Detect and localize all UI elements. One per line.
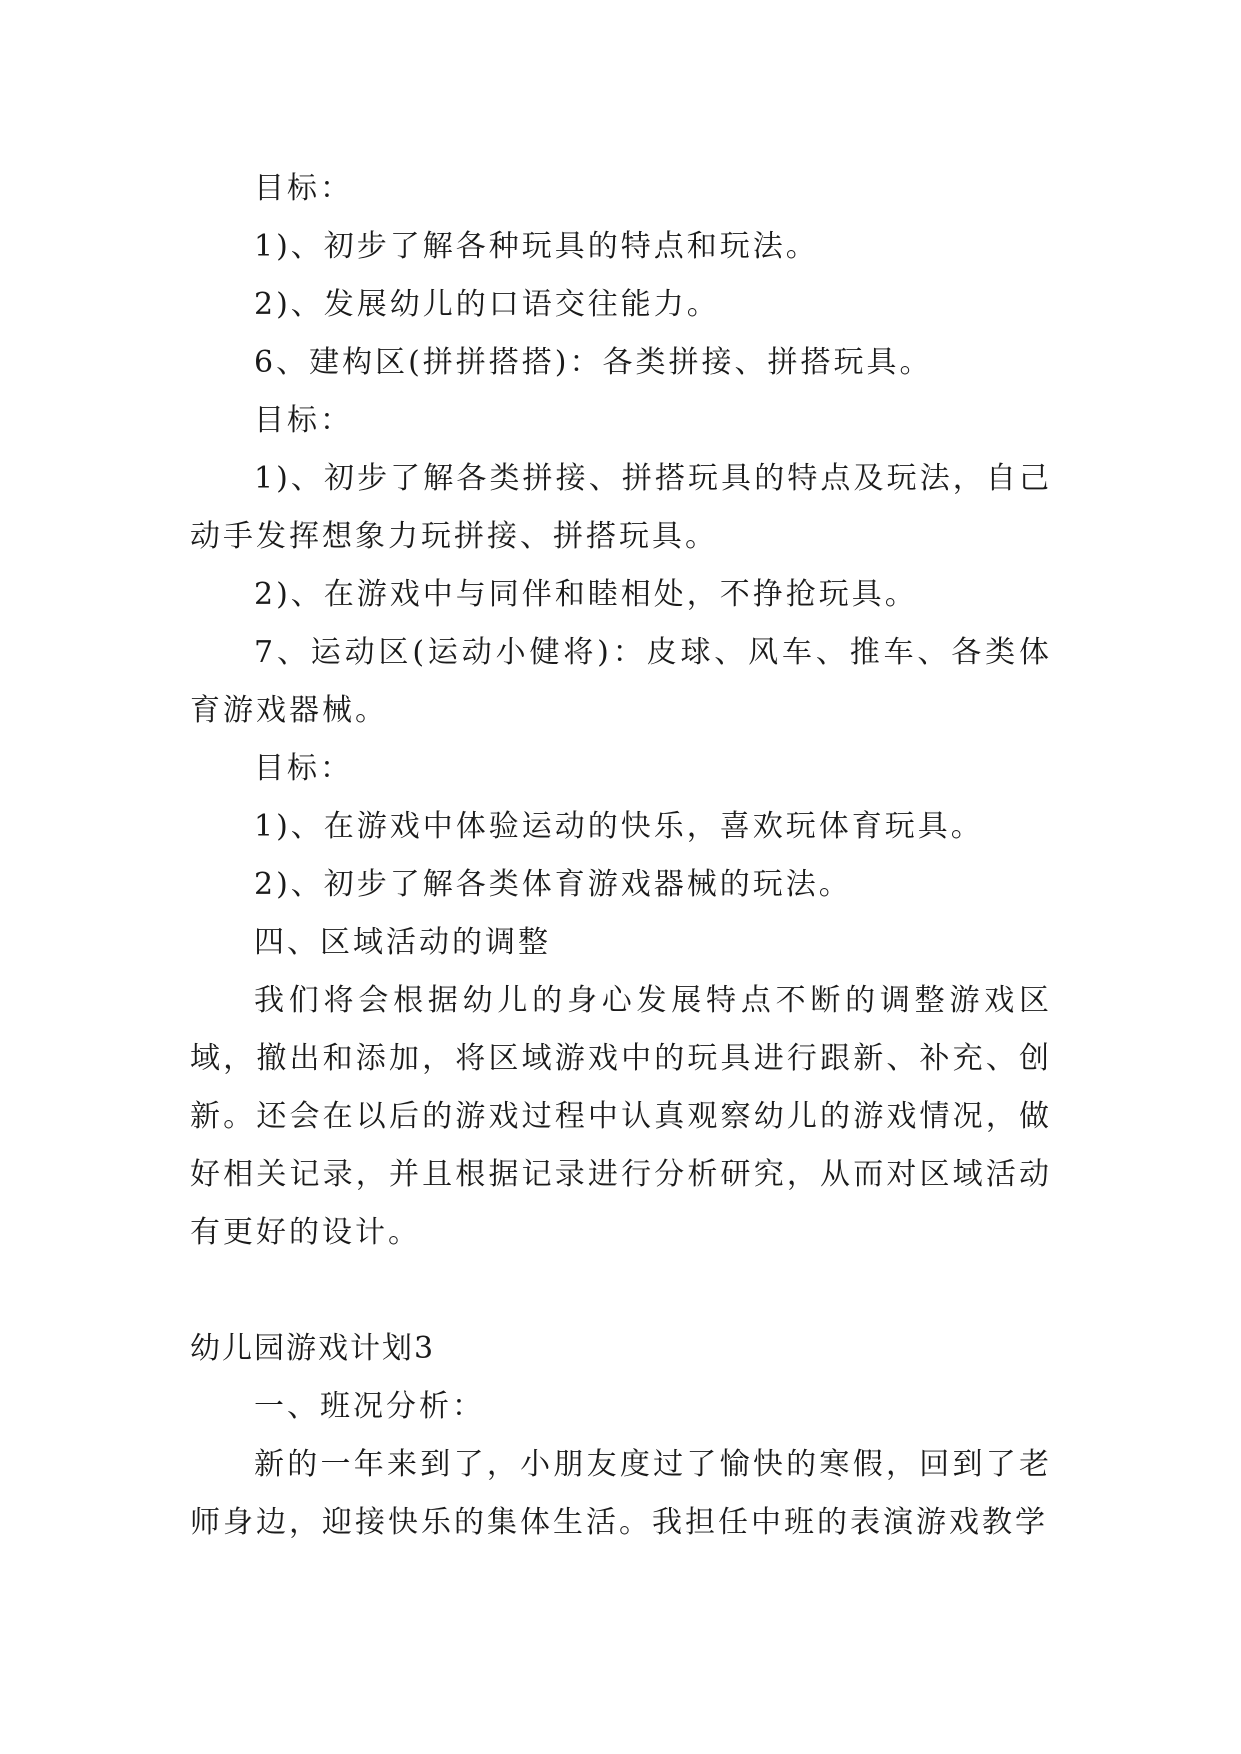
paragraph: 目标：	[254, 751, 353, 786]
paragraph: 新的一年来到了，小朋友度过了愉快的寒假，回到了老师身边，迎接快乐的集体生活。我担任中班的表演游戏教学	[190, 1447, 1052, 1540]
paragraph: 6、建构区(拼拼搭搭)：各类拼接、拼搭玩具。	[254, 345, 933, 380]
paragraph: 2)、初步了解各类体育游戏器械的玩法。	[254, 867, 852, 902]
paragraph: 我们将会根据幼儿的身心发展特点不断的调整游戏区域，撤出和添加，将区域游戏中的玩具进行跟新、补充、创新。还会在以后的游戏过程中认真观察幼儿的游戏情况，做好相关记录，并且根据记录进行分析研究，从而对区域活动有更好的设计。	[190, 983, 1052, 1250]
paragraph: 1)、初步了解各种玩具的特点和玩法。	[254, 229, 819, 264]
paragraph: 1)、在游戏中体验运动的快乐，喜欢玩体育玩具。	[254, 809, 984, 844]
document-title: 幼儿园游戏计划3	[190, 1331, 436, 1366]
paragraph: 目标：	[254, 403, 353, 438]
paragraph: 1)、初步了解各类拼接、拼搭玩具的特点及玩法，自己动手发挥想象力玩拼接、拼搭玩具。	[190, 461, 1052, 554]
paragraph: 2)、在游戏中与同伴和睦相处，不挣抢玩具。	[254, 577, 918, 612]
document-body	[190, 160, 1052, 1552]
section-heading: 四、区域活动的调整	[254, 925, 551, 960]
paragraph: 2)、发展幼儿的口语交往能力。	[254, 287, 720, 322]
section-heading: 一、班况分析：	[254, 1389, 485, 1424]
blank-line	[190, 1262, 1052, 1320]
paragraph: 7、运动区(运动小健将)：皮球、风车、推车、各类体育游戏器械。	[190, 635, 1052, 728]
paragraph: 目标：	[254, 171, 353, 206]
